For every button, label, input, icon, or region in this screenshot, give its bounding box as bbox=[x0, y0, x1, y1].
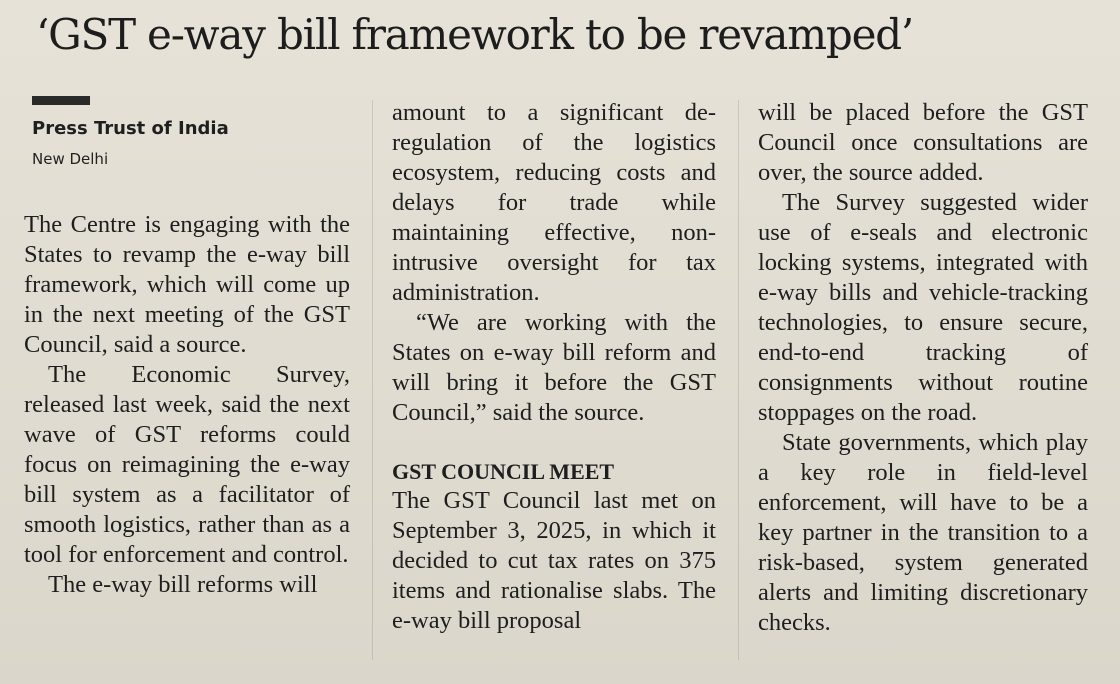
paragraph: The Centre is engaging with the States to revamp the e-way bill framework, which will come up in the next meeting of the GST Council, said a source. bbox=[24, 211, 350, 358]
paragraph: The e-way bill reforms will bbox=[48, 571, 318, 598]
paragraph: “We are working with the States on e-way bill reform and will bring it before the GST Council,” said the source. bbox=[392, 309, 716, 426]
paragraph: amount to a significant de-regulation of the logistics ecosystem, reducing costs and delays for trade while maintaining effective, non-intrusive oversight for tax administration. bbox=[392, 99, 716, 306]
paragraph: The Survey suggested wider use of e-seals and electronic locking systems, integrated with e-way bills and vehicle-tracking technologies, to ensure secure, end-to-end tracking of consignments without routine stoppages on the road. bbox=[758, 189, 1088, 426]
agency-byline: Press Trust of India bbox=[32, 118, 229, 139]
column-1 bbox=[24, 210, 350, 600]
paragraph: State governments, which play a key role in field-level enforcement, will have to be a key partner in the transition to a risk-based, system generated alerts and limiting discretionary checks. bbox=[758, 429, 1088, 636]
column-divider bbox=[372, 100, 373, 660]
column-divider bbox=[738, 100, 739, 660]
paragraph: The Economic Survey, released last week, said the next wave of GST reforms could focus on reimagining the e-way bill system as a facilitator of smooth logistics, rather than as a tool for enforcement and control. bbox=[24, 361, 350, 568]
column-3 bbox=[758, 98, 1088, 638]
paragraph: will be placed before the GST Council once consultations are over, the source added. bbox=[758, 99, 1088, 186]
section-subhead: GST COUNCIL MEET bbox=[392, 459, 615, 484]
article-headline: ‘GST e-way bill framework to be revamped’ bbox=[36, 10, 914, 59]
byline-bar bbox=[32, 96, 90, 105]
column-2 bbox=[392, 98, 716, 636]
dateline: New Delhi bbox=[32, 150, 109, 168]
paragraph: The GST Council last met on September 3, 2025, in which it decided to cut tax rates on 375 items and rationalise slabs. The e-way bill proposal bbox=[392, 487, 716, 634]
